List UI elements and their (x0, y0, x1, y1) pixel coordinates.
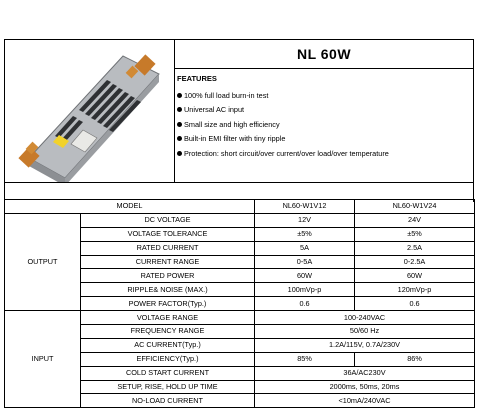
spec-value-a: ±5% (255, 227, 355, 241)
features-heading: FEATURES (177, 74, 217, 83)
spec-value-b: 86% (355, 352, 475, 366)
spec-value-b: 2.5A (355, 241, 475, 255)
feature-item: Universal AC input (177, 103, 473, 118)
model-b: NL60-W1V24 (355, 200, 475, 214)
spec-label: POWER FACTOR(Typ.) (81, 297, 255, 311)
spec-value-a: 0.6 (255, 297, 355, 311)
spec-label: EFFICIENCY(Typ.) (81, 352, 255, 366)
output-group-label: OUTPUT (5, 213, 81, 310)
table-row (5, 200, 475, 214)
spec-value-b: 60W (355, 269, 475, 283)
product-title: NL 60W (175, 40, 473, 69)
model-a: NL60-W1V12 (255, 200, 355, 214)
bullet-icon (177, 93, 182, 98)
bullet-icon (177, 107, 182, 112)
spec-value: 1.2A/115V, 0.7A/230V (255, 338, 475, 352)
input-group-label: INPUT (5, 311, 81, 408)
spec-label: NO-LOAD CURRENT (81, 394, 255, 408)
spec-label: FREQUENCY RANGE (81, 325, 255, 339)
table-row (5, 213, 475, 227)
header-block (4, 39, 474, 183)
spec-value-b: 24V (355, 213, 475, 227)
spec-value-b: 120mVp-p (355, 283, 475, 297)
spec-label: VOLTAGE TOLERANCE (81, 227, 255, 241)
spec-value-a: 85% (255, 352, 355, 366)
spec-label: AC CURRENT(Typ.) (81, 338, 255, 352)
spec-value-a: 5A (255, 241, 355, 255)
spec-value-a: 12V (255, 213, 355, 227)
spec-label: VOLTAGE RANGE (81, 311, 255, 325)
spec-label: COLD START CURRENT (81, 366, 255, 380)
spec-value: 100-240VAC (255, 311, 475, 325)
bullet-icon (177, 136, 182, 141)
spec-label: CURRENT RANGE (81, 255, 255, 269)
spec-value: 2000ms, 50ms, 20ms (255, 380, 475, 394)
feature-item: Protection: short circuit/over current/over load/over temperature (177, 146, 473, 161)
spec-label: DC VOLTAGE (81, 213, 255, 227)
model-label: MODEL (5, 200, 255, 214)
spec-label: SETUP, RISE, HOLD UP TIME (81, 380, 255, 394)
spec-label: RATED CURRENT (81, 241, 255, 255)
datasheet (4, 39, 474, 412)
spec-label: RIPPLE& NOISE (MAX.) (81, 283, 255, 297)
spec-value: 50/60 Hz (255, 325, 475, 339)
bullet-icon (177, 122, 182, 127)
spec-table (4, 199, 475, 408)
spec-label: RATED POWER (81, 269, 255, 283)
spec-value: <10mA/240VAC (255, 394, 475, 408)
table-row (5, 311, 475, 325)
spec-value-a: 100mVp-p (255, 283, 355, 297)
spec-value-b: 0.6 (355, 297, 475, 311)
product-image-cell (5, 40, 175, 182)
spec-value-b: ±5% (355, 227, 475, 241)
spec-value-b: 0-2.5A (355, 255, 475, 269)
bullet-icon (177, 151, 182, 156)
spec-value-a: 60W (255, 269, 355, 283)
feature-item: Small size and high efficiency (177, 117, 473, 132)
spec-value-a: 0-5A (255, 255, 355, 269)
feature-item: 100% full load burn-in test (177, 88, 473, 103)
feature-item: Built-in EMI filter with tiny ripple (177, 132, 473, 147)
spec-value: 36A/AC230V (255, 366, 475, 380)
power-supply-image (5, 40, 173, 182)
features-section (175, 69, 473, 182)
